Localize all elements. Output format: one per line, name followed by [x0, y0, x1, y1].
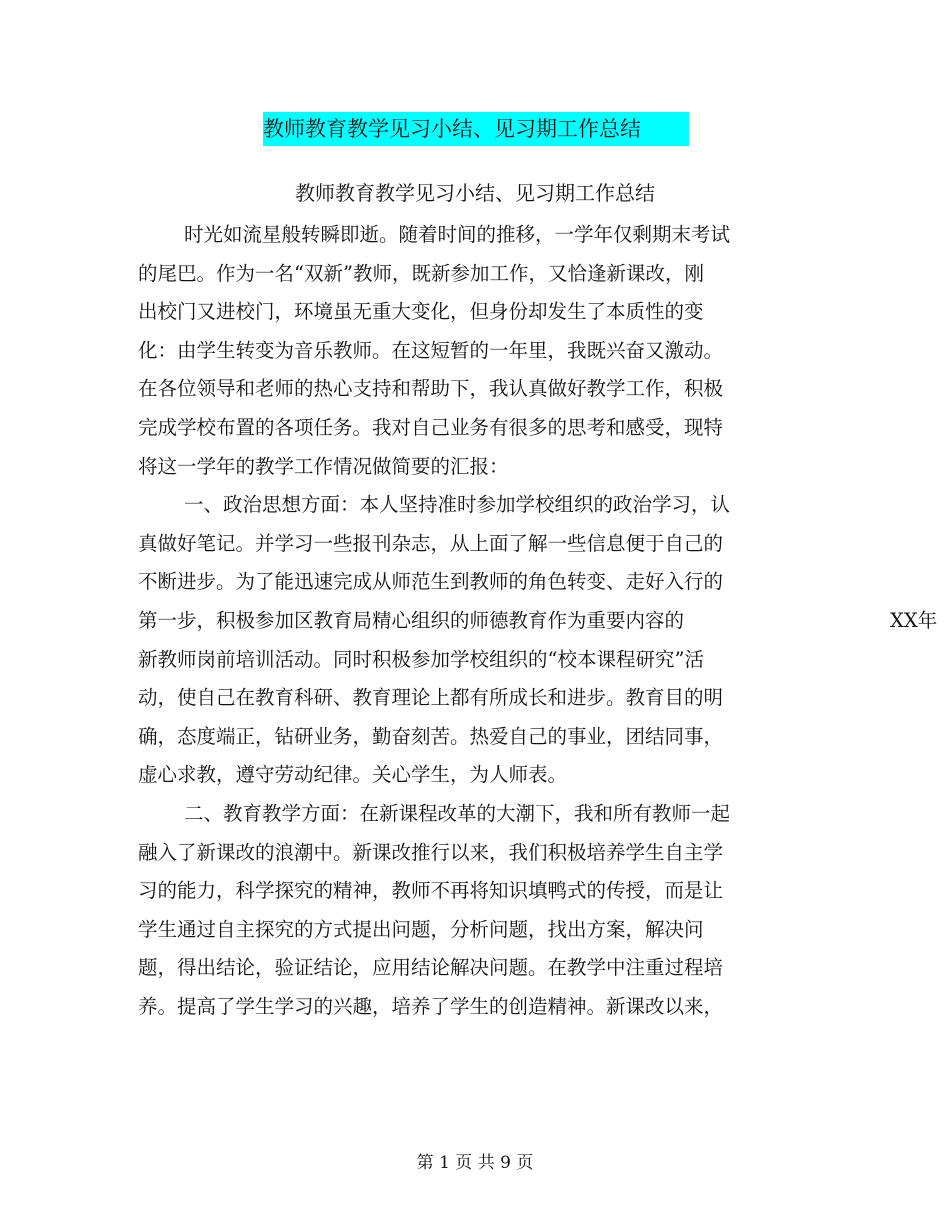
paragraph-line: 习的能力，科学探究的精神，教师不再将知识填鸭式的传授，而是让 [138, 879, 724, 903]
paragraph-line-with-suffix [138, 604, 938, 643]
paragraph-line: 真做好笔记。并学习一些报刊杂志，从上面了解一些信息便于自己的 [138, 531, 724, 555]
paragraph-line-text: 第一步，积极参加区教育局精心组织的师德教育作为重要内容的 [138, 608, 685, 632]
page-footer: 第 1 页 共 9 页 [416, 1153, 534, 1173]
document-body [138, 218, 938, 1028]
document-subtitle: 教师教育教学见习小结、见习期工作总结 [295, 181, 655, 205]
paragraph-line: 不断进步。为了能迅速完成从师范生到教师的角色转变、走好入行的 [138, 570, 724, 594]
document-title: 教师教育教学见习小结、见习期工作总结 [263, 112, 689, 146]
paragraph-line: 虚心求教，遵守劳动纪律。关心学生，为人师表。 [138, 763, 568, 787]
paragraph-line: 融入了新课改的浪潮中。新课改推行以来，我们积极培养学生自主学 [138, 840, 724, 864]
paragraph-line: 养。提高了学生学习的兴趣，培养了学生的创造精神。新课改以来， [138, 994, 724, 1018]
paragraph-line: 二、教育教学方面：在新课程改革的大潮下，我和所有教师一起 [184, 801, 731, 825]
paragraph-line: 时光如流星般转瞬即逝。随着时间的推移，一学年仅剩期末考试 [184, 223, 731, 246]
paragraph-line: 出校门又进校门，环境虽无重大变化，但身份却发生了本质性的变 [138, 300, 704, 324]
paragraph-line: 将这一学年的教学工作情况做简要的汇报： [138, 454, 509, 478]
year-suffix: XX年 [890, 608, 938, 632]
paragraph-line: 确，态度端正，钻研业务，勤奋刻苦。热爱自己的事业，团结同事， [138, 724, 724, 748]
paragraph-line: 题，得出结论，验证结论，应用结论解决问题。在教学中注重过程培 [138, 956, 724, 980]
title-wrap [0, 112, 950, 146]
paragraph-line: 化：由学生转变为音乐教师。在这短暂的一年里，我既兴奋又激动。 [138, 338, 724, 362]
paragraph-line: 新教师岗前培训活动。同时积极参加学校组织的“校本课程研究”活 [138, 647, 704, 671]
paragraph-line: 在各位领导和老师的热心支持和帮助下，我认真做好教学工作，积极 [138, 377, 724, 401]
paragraph-line: 的尾巴。作为一名“双新”教师，既新参加工作，又恰逢新课改，刚 [138, 261, 704, 285]
paragraph-line: 完成学校布置的各项任务。我对自己业务有很多的思考和感受，现特 [138, 415, 724, 439]
paragraph-line: 动，使自己在教育科研、教育理论上都有所成长和进步。教育目的明 [138, 686, 724, 710]
paragraph-line: 一、政治思想方面：本人坚持准时参加学校组织的政治学习，认 [184, 493, 731, 517]
paragraph-line: 学生通过自主探究的方式提出问题，分析问题，找出方案，解决问 [138, 917, 704, 941]
